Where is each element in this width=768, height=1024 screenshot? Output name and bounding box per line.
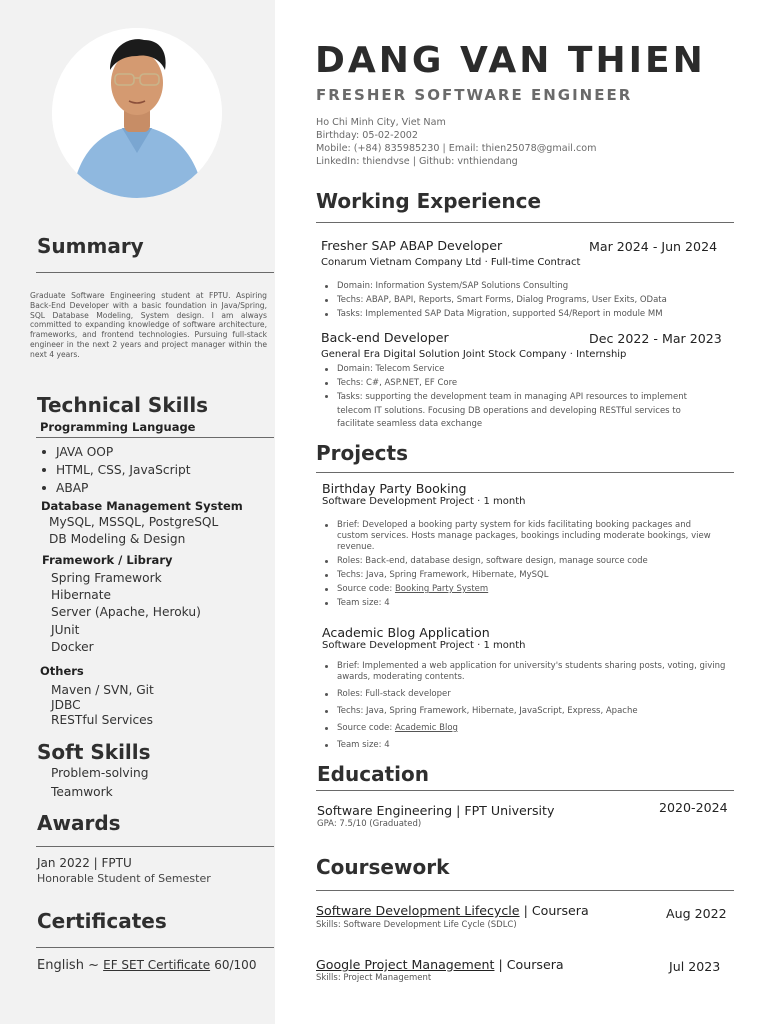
course-date: Jul 2023 [669,959,721,974]
job-title: Fresher SAP ABAP Developer [321,238,503,253]
soft-skills-heading: Soft Skills [37,740,151,764]
course-date: Aug 2022 [666,906,727,921]
list-item: Docker [51,639,94,654]
others-list [51,682,154,728]
gpa-text: GPA: 7.5/10 (Graduated) [317,819,422,829]
summary-text: Graduate Software Engineering student at FPTU. Aspiring Back-End Developer with a basic foundation in Java/Spring, SQL Database Modeling, System design. I am always committed to expanding knowledge of software architecture, frameworks, and frontend technologies. Pursuing full-stack engineer in the next 2 years and project manager within the next 4 years. [30,291,267,359]
name-title: DANG VAN THIEN [315,40,706,81]
sidebar [0,0,275,1024]
job-date: Dec 2022 - Mar 2023 [589,331,722,346]
bullet-icon [325,299,328,302]
list-item: Tasks: Implemented SAP Data Migration, supported S4/Report in module MM [320,309,720,323]
award-text: Honorable Student of Semester [37,872,211,885]
working-experience-heading: Working Experience [316,189,542,213]
list-item: Problem-solving [51,766,149,780]
framework-list [51,570,201,656]
bullet-icon [325,313,328,316]
ef-set-certificate-link[interactable]: EF SET Certificate [103,958,211,972]
birthday-text: Birthday: 05-02-2002 [316,130,419,141]
list-item: JAVA OOP [40,443,191,461]
list-item: Hibernate [51,588,112,603]
bullet-icon [325,744,328,747]
project-title: Birthday Party Booking [322,481,467,496]
database-heading: Database Management System [41,499,243,513]
course-skills: Skills: Software Development Life Cycle (SDLC) [316,920,517,930]
list-item: Techs: Java, Spring Framework, Hibernate, JavaScript, Express, Apache [320,706,750,723]
list-item: Techs: Java, Spring Framework, Hibernate, MySQL [320,570,718,584]
bullet-icon [42,468,46,472]
awards-heading: Awards [37,811,121,835]
bullet-icon [325,524,328,527]
bullet-icon [325,285,328,288]
location-text: Ho Chi Minh City, Viet Nam [316,117,446,128]
framework-heading: Framework / Library [42,553,173,567]
certificates-rule [36,947,274,948]
certificates-heading: Certificates [37,909,167,933]
academic-blog-link[interactable]: Academic Blog [394,723,458,733]
list-item: Team size: 4 [320,740,750,757]
project-org: Software Development Project · 1 month [322,640,526,651]
experience-rule [316,222,734,223]
skills-rule [36,437,274,438]
job-company: Conarum Vietnam Company Ltd · Full-time Contract [321,257,581,268]
course-line [316,903,589,918]
job-details [320,364,710,432]
education-heading: Education [317,762,429,786]
list-item: Teamwork [51,785,113,799]
list-item: Roles: Full-stack developer [320,689,750,706]
software-development-lifecycle-link[interactable]: Software Development Lifecycle [316,903,520,918]
bullet-icon [325,588,328,591]
list-item: Roles: Back-end, database design, software design, manage source code [320,556,718,570]
summary-heading: Summary [37,234,144,258]
list-item: Brief: Implemented a web application for university's students sharing posts, voting, giving awards, moderating contents. [320,661,750,683]
project-org: Software Development Project · 1 month [322,496,526,507]
coursework-heading: Coursework [316,855,450,879]
programming-language-heading: Programming Language [40,420,196,434]
bullet-icon [42,486,46,490]
project-details [320,661,750,757]
award-date: Jan 2022 | FPTU [37,856,132,870]
bullet-icon [325,395,328,398]
soft-skills-list [51,764,148,802]
course-skills: Skills: Project Management [316,973,432,983]
database-list [49,514,218,548]
list-item: HTML, CSS, JavaScript [40,461,191,479]
list-item: RESTful Services [51,713,154,727]
booking-party-system-link[interactable]: Booking Party System [394,584,489,594]
role-subtitle: FRESHER SOFTWARE ENGINEER [316,86,633,104]
bullet-icon [325,665,328,668]
bullet-icon [325,710,328,713]
projects-heading: Projects [316,441,409,465]
bullet-icon [42,450,46,454]
degree-text: Software Engineering | FPT University [317,803,555,818]
avatar [52,28,222,198]
certificate-prefix: English ~ [37,958,99,973]
job-details [320,281,720,323]
list-item: ABAP [40,479,191,497]
list-item: Source code: Booking Party System [320,584,718,598]
list-item: Spring Framework [51,571,162,585]
links-text: LinkedIn: thiendvse | Github: vnthiendang [316,156,518,167]
contact-block [316,116,597,168]
job-title: Back-end Developer [321,330,449,345]
bullet-icon [325,602,328,605]
list-item: Techs: C#, ASP.NET, EF Core [320,378,710,392]
certificate-score: 60/100 [214,958,257,972]
list-item: Techs: ABAP, BAPI, Reports, Smart Forms, Dialog Programs, User Exits, OData [320,295,720,309]
list-item: Brief: Developed a booking party system for kids facilitating booking packages and custom services. Hosts manage packages, bookings including moderate bookings, view revenue. [320,520,718,553]
list-item: Source code: Academic Blog [320,723,750,740]
course-provider: | Coursera [523,903,589,918]
awards-rule [36,846,274,847]
bullet-icon [325,382,328,385]
projects-rule [316,472,734,473]
list-item: Domain: Information System/SAP Solutions Consulting [320,281,720,295]
education-rule [316,790,734,791]
list-item: JUnit [51,622,80,637]
programming-list [40,443,191,497]
list-item: Tasks: supporting the development team in managing API resources to implement telecom IT solutions. Focusing DB operations and developing RESTful services to facilitate seamless data exchange [320,391,710,432]
bullet-icon [325,727,328,730]
list-item: Domain: Telecom Service [320,364,710,378]
list-item: JDBC [51,698,81,712]
education-years: 2020-2024 [659,800,728,815]
course-line [316,957,564,972]
bullet-icon [325,574,328,577]
project-details [320,520,718,612]
job-company: General Era Digital Solution Joint Stock Company · Internship [321,349,627,360]
certificate-line [37,958,256,973]
project-title: Academic Blog Application [322,625,490,640]
technical-skills-heading: Technical Skills [37,393,209,417]
list-item: DB Modeling & Design [49,532,186,547]
list-item: MySQL, MSSQL, PostgreSQL [49,515,219,529]
list-item: Maven / SVN, Git [51,683,154,697]
job-date: Mar 2024 - Jun 2024 [589,239,718,254]
list-item: Team size: 4 [320,598,718,612]
bullet-icon [325,693,328,696]
summary-rule [36,272,274,273]
bullet-icon [325,560,328,563]
bullet-icon [325,368,328,371]
mobile-email-text: Mobile: (+84) 835985230 | Email: thien25078@gmail.com [316,143,597,154]
list-item: Server (Apache, Heroku) [51,605,201,620]
coursework-rule [316,890,734,891]
google-project-management-link[interactable]: Google Project Management [316,957,495,972]
others-heading: Others [40,664,84,678]
course-provider: | Coursera [498,957,564,972]
